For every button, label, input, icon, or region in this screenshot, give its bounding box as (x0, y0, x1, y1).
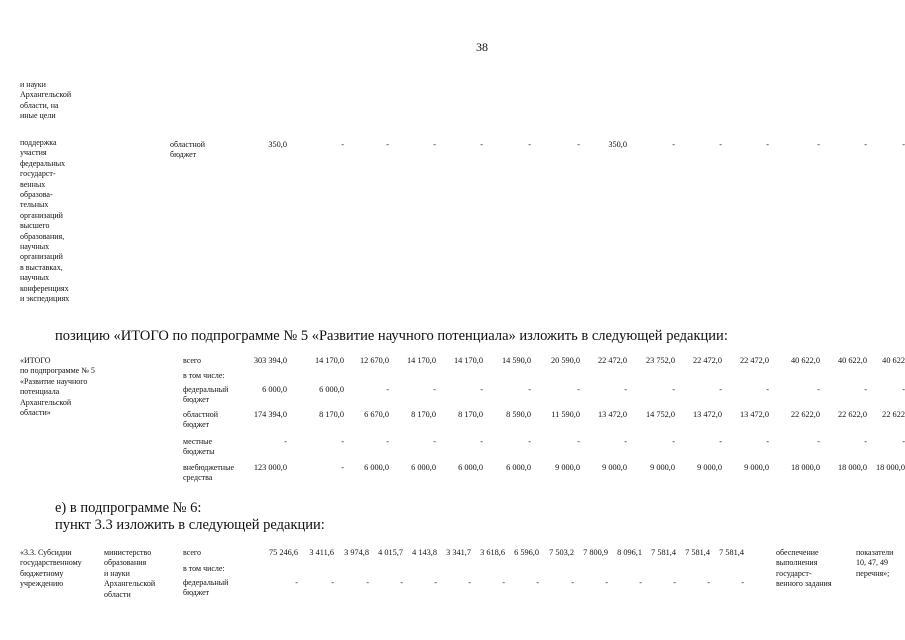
value-cell: 6 000,0 (364, 463, 389, 472)
value-cell: 3 341,7 (446, 548, 471, 557)
value-cell: 3 974,8 (344, 548, 369, 557)
value-cell: - (386, 385, 389, 394)
value-cell: - (577, 437, 580, 446)
value-cell: - (331, 578, 334, 587)
value-cell: 22 622,0 (837, 410, 867, 419)
value-cell: - (766, 140, 769, 149)
item-3-3-source-including: в том числе: (183, 564, 225, 573)
value-cell: - (864, 140, 867, 149)
value-cell: 20 590,0 (550, 356, 580, 365)
value-cell: - (817, 385, 820, 394)
value-cell: 11 590,0 (551, 410, 580, 419)
value-cell: - (536, 578, 539, 587)
item-3-3-source-total: всего (183, 548, 202, 557)
value-cell: - (672, 385, 675, 394)
value-cell: 23 752,0 (645, 356, 675, 365)
value-cell: - (433, 385, 436, 394)
value-cell: - (341, 463, 344, 472)
value-cell: - (864, 385, 867, 394)
value-cell: - (672, 437, 675, 446)
value-cell: - (480, 140, 483, 149)
value-cell: 8 170,0 (319, 410, 344, 419)
value-cell: 22 622 (882, 410, 905, 419)
value-cell: - (386, 437, 389, 446)
value-cell: 14 170,0 (453, 356, 483, 365)
value-cell: 40 622,0 (790, 356, 820, 365)
value-cell: - (605, 578, 608, 587)
value-cell: - (400, 578, 403, 587)
value-cell: 4 143,8 (412, 548, 437, 557)
value-cell: - (624, 437, 627, 446)
value-cell: 14 170,0 (314, 356, 344, 365)
value-cell: 18 000,0 (790, 463, 820, 472)
value-cell: 6 000,0 (319, 385, 344, 394)
itogo-source-federal: федеральный бюджет (183, 385, 229, 404)
value-cell: 40 622,0 (837, 356, 867, 365)
value-cell: - (902, 140, 905, 149)
value-cell: - (766, 385, 769, 394)
value-cell: - (672, 140, 675, 149)
value-cell: - (864, 437, 867, 446)
value-cell: - (434, 578, 437, 587)
itogo-source-including: в том числе: (183, 371, 225, 380)
value-cell: - (577, 385, 580, 394)
value-cell: - (433, 437, 436, 446)
item-3-3-label: «3.3. Субсидии государственному бюджетному учреждению (20, 548, 82, 589)
value-cell: 13 472,0 (597, 410, 627, 419)
value-cell: 13 472,0 (692, 410, 722, 419)
value-cell: 7 581,4 (651, 548, 676, 557)
value-cell: 22 472,0 (739, 356, 769, 365)
instruction-subprogram-6: е) в подпрограмме № 6: (55, 500, 202, 516)
value-cell: 14 752,0 (645, 410, 675, 419)
support-row-source: областной бюджет (170, 140, 206, 160)
value-cell: - (341, 140, 344, 149)
value-cell: 3 618,6 (480, 548, 505, 557)
itogo-label: «ИТОГО по подпрограмме № 5 «Развитие научного потенциала Архангельской области» (20, 356, 95, 418)
value-cell: - (366, 578, 369, 587)
itogo-source-regional: областной бюджет (183, 410, 219, 429)
fragment-top-text: и науки Архангельской области, на иные цели (20, 80, 72, 121)
value-cell: 303 394,0 (253, 356, 287, 365)
value-cell: 9 000,0 (650, 463, 675, 472)
value-cell: - (528, 140, 531, 149)
value-cell: 4 015,7 (378, 548, 403, 557)
value-cell: - (707, 578, 710, 587)
value-cell: - (817, 437, 820, 446)
value-cell: 6 000,0 (506, 463, 531, 472)
value-cell: - (624, 385, 627, 394)
instruction-item-3-3: пункт 3.3 изложить в следующей редакции: (55, 517, 325, 533)
item-3-3-source-federal: федеральный бюджет (183, 578, 229, 597)
value-cell: 123 000,0 (253, 463, 287, 472)
value-cell: 9 000,0 (697, 463, 722, 472)
value-cell: - (528, 437, 531, 446)
value-cell: - (468, 578, 471, 587)
value-cell: 174 394,0 (253, 410, 287, 419)
value-cell: 14 590,0 (501, 356, 531, 365)
value-cell: 40 622 (882, 356, 905, 365)
itogo-source-total: всего (183, 356, 202, 365)
item-3-3-indicators: показатели 10, 47, 49 перечня»; (856, 548, 894, 578)
value-cell: 6 000,0 (458, 463, 483, 472)
value-cell: - (673, 578, 676, 587)
value-cell: 12 670,0 (359, 356, 389, 365)
value-cell: - (719, 385, 722, 394)
value-cell: - (433, 140, 436, 149)
value-cell: 7 581,4 (685, 548, 710, 557)
value-cell: 6 596,0 (514, 548, 539, 557)
value-cell: - (341, 437, 344, 446)
value-cell: - (741, 578, 744, 587)
value-cell: 75 246,6 (268, 548, 298, 557)
value-cell: - (295, 578, 298, 587)
value-cell: 8 590,0 (506, 410, 531, 419)
value-cell: 9 000,0 (744, 463, 769, 472)
value-cell: - (284, 437, 287, 446)
support-row-label: поддержка участия федеральных государст- венных образова- тельных организаций высшего образования, научных организаций в выставках, научных конференциях и экспедициях (20, 138, 70, 304)
itogo-source-local: местные бюджеты (183, 437, 215, 456)
value-cell: - (528, 385, 531, 394)
value-cell: - (577, 140, 580, 149)
value-cell: 9 000,0 (602, 463, 627, 472)
value-cell: - (571, 578, 574, 587)
value-cell: - (480, 437, 483, 446)
value-cell: - (766, 437, 769, 446)
page-number: 38 (476, 40, 488, 54)
value-cell: 7 581,4 (719, 548, 744, 557)
value-cell: 7 503,2 (549, 548, 574, 557)
value-cell: 8 170,0 (458, 410, 483, 419)
value-cell: 6 670,0 (364, 410, 389, 419)
value-cell: - (902, 437, 905, 446)
value-cell: 3 411,6 (309, 548, 334, 557)
value-cell: - (502, 578, 505, 587)
value-cell: - (719, 140, 722, 149)
value-cell: 8 170,0 (411, 410, 436, 419)
value-cell: 6 000,0 (262, 385, 287, 394)
value-cell: 13 472,0 (739, 410, 769, 419)
value-cell: - (719, 437, 722, 446)
value-cell: 18 000,0 (837, 463, 867, 472)
value-cell: 350,0 (608, 140, 627, 149)
instruction-itogo: позицию «ИТОГО по подпрограмме № 5 «Развитие научного потенциала» изложить в следующей редакции: (55, 328, 728, 344)
value-cell: 22 622,0 (790, 410, 820, 419)
value-cell: 350,0 (268, 140, 287, 149)
value-cell: - (817, 140, 820, 149)
value-cell: - (386, 140, 389, 149)
value-cell: - (480, 385, 483, 394)
item-3-3-result: обеспечение выполнения государст- венного задания (776, 548, 832, 589)
value-cell: - (902, 385, 905, 394)
itogo-source-extrabudget: внебюджетные средства (183, 463, 234, 482)
value-cell: 6 000,0 (411, 463, 436, 472)
value-cell: 22 472,0 (597, 356, 627, 365)
value-cell: 14 170,0 (406, 356, 436, 365)
value-cell: 7 800,9 (583, 548, 608, 557)
item-3-3-executor: министерство образования и науки Архангельской области (104, 548, 156, 599)
value-cell: 18 000,0 (875, 463, 905, 472)
value-cell: - (639, 578, 642, 587)
value-cell: 8 096,1 (617, 548, 642, 557)
value-cell: 22 472,0 (692, 356, 722, 365)
value-cell: 9 000,0 (555, 463, 580, 472)
